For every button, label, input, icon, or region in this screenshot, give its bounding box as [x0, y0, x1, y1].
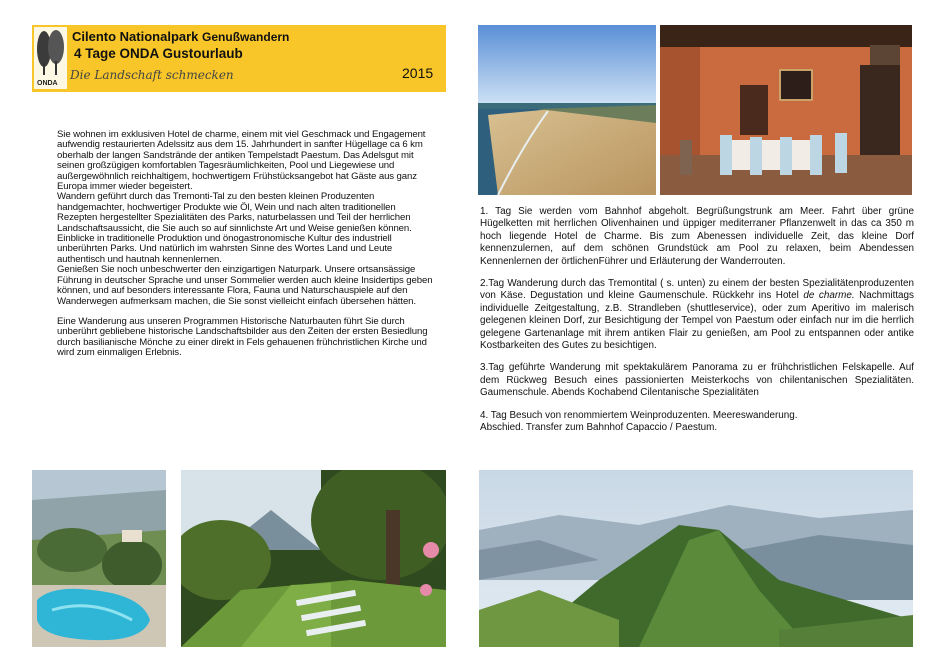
itinerary-text [480, 206, 914, 445]
intro-paragraph-4: Eine Wanderung aus unseren Programmen Historische Naturbauten führt Sie durch unberührt gebliebene historische Landschaftsbilder aus den Zeiten der ersten Besiedlung durch basilianische Mönche zu einer direkt in Fels gehauenen frühchristlichen Kirche und wird zum einmaligen Erlebnis. [57, 315, 428, 359]
header-subtitle: 4 Tage ONDA Gustourlaub [74, 46, 243, 61]
header-box [32, 25, 446, 92]
itinerary-day-4: 4. Tag Besuch von renommiertem Weinproduzenten. Meereswanderung. Abschied. Transfer zum Bahnhof Capaccio / Paestum. [480, 409, 798, 434]
itinerary-day-1: 1. Tag Sie werden vom Bahnhof abgeholt. Begrüßungstrunk am Meer. Fahrt über grüne Hügelketten mit herrlichen Olivenhainen und üppiger mediterraner Pflanzenwelt in das ca 350 m hoch liegende Hotel de Charme. Bis zum Abenessen individuelle Zeit, das kleine Dorf kennenzulernen, auf dem schönen Grundstück am Pool zu relaxen, beim Abendessen Kennenlernen der örtlichenFührer und Erläuterung der Wanderrouten. [480, 206, 914, 267]
mountain-landscape-photo [479, 470, 913, 647]
intro-paragraph-1: Sie wohnen im exklusiven Hotel de charme, einem mit viel Geschmack und Engagement aufwendig restaurierten Adelssitz aus dem 15. Jahrhundert in sanfter Hügellage ca 6 km oberhalb der langen Sandstrände der antiken Tempelstadt Paestum. Das Adelsgut mit seinen großzügigen komfortablen Tagesräumlichkeiten, Pool und Liegewiese und außergewöhnlich reichhaltigem, hochwertigem Frühstücksangebot hat Gäste aus ganz Europa immer wieder begeistert. [57, 129, 426, 193]
onda-logo [34, 27, 67, 89]
header-title: Cilento Nationalpark Genußwandern [72, 29, 290, 44]
itinerary-day-3: 3.Tag geführte Wanderung mit spektakulärem Panorama zu er frühchristlichen Felskapelle. Auf dem Rückweg Besuch eines passionierten Meisterkochs von chilentanischen Spezialitäten. Gaumenschule. Abends Kochabend Cilentanische Spezialitäten [480, 362, 914, 399]
logo-text: ONDA [37, 80, 58, 87]
intro-paragraph-2: Wandern geführt durch das Tremonti-Tal zu den besten kleinen Produzenten handgemachter, hochwertiger Produkte wie Öl, Wein und nach alten traditionellen Rezepten hergestellter Spezialitäten des Parks, naturbelassen und Teil der herrlichen Landschaftsaussicht, die Sie auch so auf sinnlichste Art und Weise genießen können. Einblicke in traditionelle Produktion und önogastronomische Kultur des industriell unberührten Parks. Und natürlich im wahrsten Sinne des Wortes Land und Leute authentisch und hautnah kennenlernen. [57, 191, 412, 265]
beach-photo [478, 25, 656, 195]
garden-photo [181, 470, 446, 647]
dining-room-photo [660, 25, 912, 195]
header-year: 2015 [402, 65, 434, 81]
pool-photo [32, 470, 166, 647]
itinerary-day-2: 2.Tag Wanderung durch das Tremontital ( s. unten) zu einem der besten Spezialitätenproduzenten von Käse. Degustation und kleine Gaumenschule. Rückkehr ins Hotel de charme. Nachmittags individuelle Zeitgestaltung, z.B. Strandleben (shuttleservice), oder zum Aperitivo im malerisch gelegenen kleinen Dorf, zur Besichtigung der Tempel von Paestum oder einfach nur im die herrlich gelegene Gartenanlage mit ihrem antiken Flair zu genießen, am Pool zu entspannen oder antike Kostbarkeiten des Gutes zu besichtigen. [480, 278, 914, 352]
intro-text [57, 130, 435, 359]
header-tagline: Die Landschaft schmecken [70, 68, 234, 82]
intro-paragraph-3: Genießen Sie noch unbeschwerter den einzigartigen Naturpark. Unsere ortsansässige Führung in deutscher Sprache und unser Sommelier werden auch kleine Insidertips geben können, und auf besonders interessante Flora, Fauna und Naturschauspiele auf den Wanderwegen aufmerksam machen, die Sie sonst vielleicht einfach übersehen hätten. [57, 264, 433, 307]
